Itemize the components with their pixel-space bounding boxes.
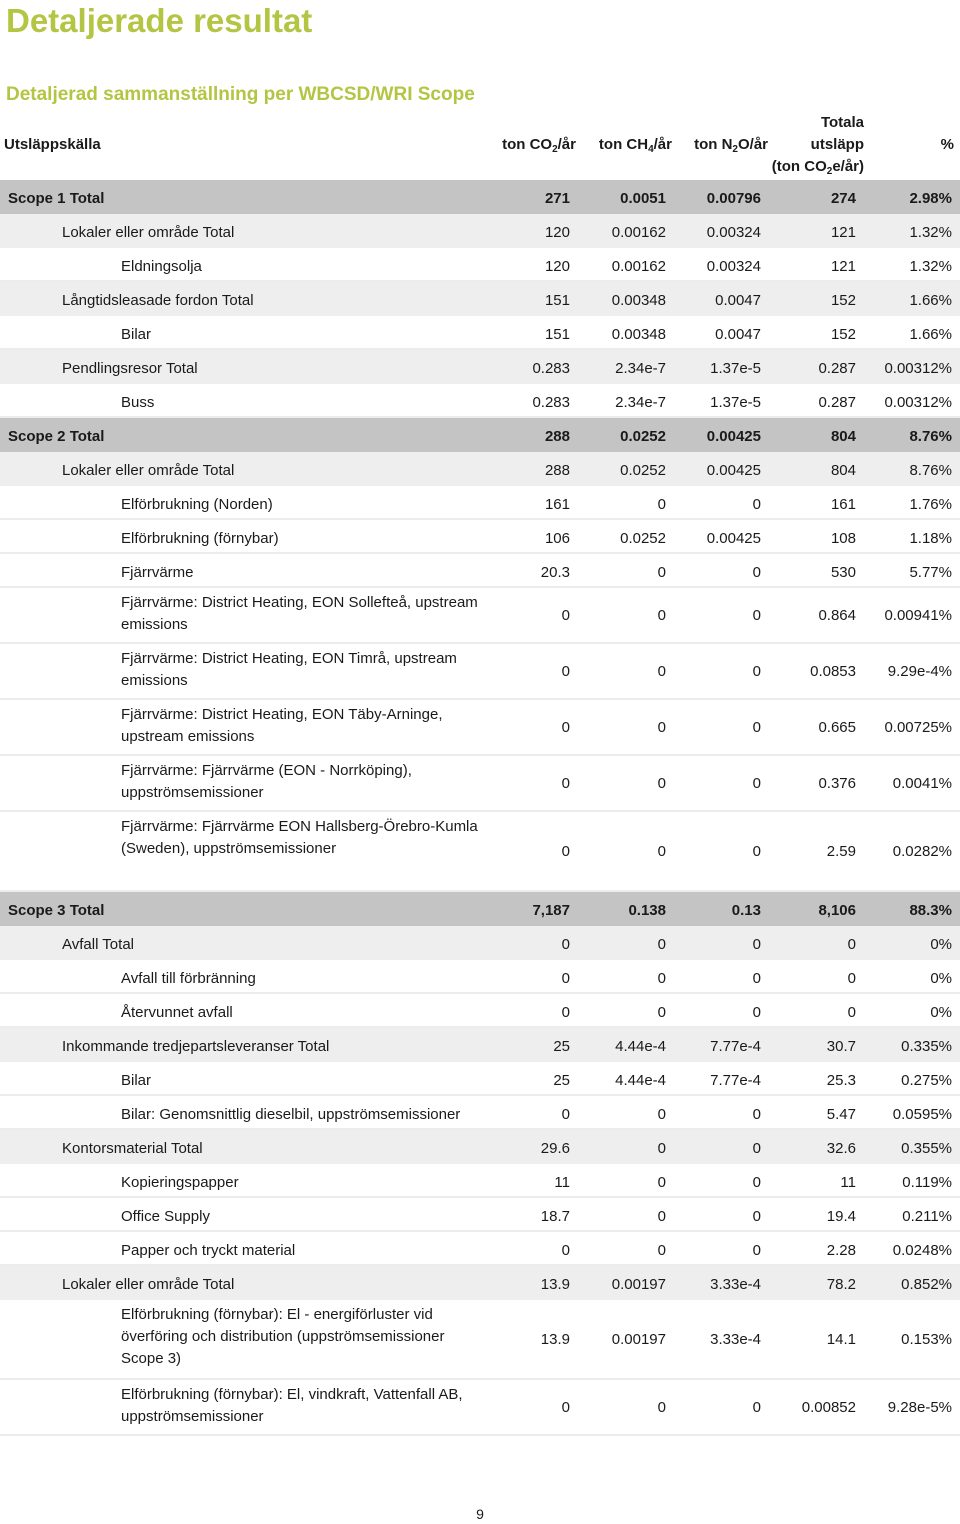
row-label: Fjärrvärme: District Heating, EON Täby-Arninge, upstream emissions — [121, 706, 443, 745]
table-row — [0, 1232, 960, 1266]
subtotal-row — [0, 350, 960, 384]
cell-total: 19.4 — [826, 1208, 856, 1225]
cell-n2o: 0 — [752, 775, 761, 792]
cell-total: 0.0853 — [810, 663, 856, 680]
cell-n2o: 0 — [752, 1106, 761, 1123]
table-row — [0, 520, 960, 554]
cell-n2o: 0.00324 — [706, 224, 761, 241]
cell-ch4: 0 — [657, 843, 666, 860]
cell-ch4: 0 — [657, 1140, 666, 1157]
cell-ch4: 4.44e-4 — [615, 1072, 666, 1089]
cell-ch4: 0 — [657, 564, 666, 581]
table-row — [0, 554, 960, 588]
cell-pct: 0.00941% — [884, 607, 952, 624]
row-label: Lokaler eller område Total — [62, 224, 235, 241]
cell-ch4: 0.00197 — [611, 1276, 666, 1293]
scope-total-row — [0, 892, 960, 926]
subtotal-row — [0, 1266, 960, 1300]
subtotal-row — [0, 452, 960, 486]
cell-ch4: 2.34e-7 — [615, 394, 666, 411]
row-label: Kopieringspapper — [121, 1174, 239, 1191]
cell-ch4: 0.00348 — [611, 326, 666, 343]
cell-co2: 161 — [544, 496, 570, 513]
cell-co2: 0 — [561, 775, 570, 792]
row-label: Elförbrukning (Norden) — [121, 496, 273, 513]
cell-co2: 18.7 — [540, 1208, 570, 1225]
row-label: Fjärrvärme: Fjärrvärme EON Hallsberg-Örebro-Kumla (Sweden), uppströmsemissioner — [121, 818, 478, 857]
row-label: Office Supply — [121, 1208, 210, 1225]
cell-total: 0.864 — [818, 607, 856, 624]
cell-total: 32.6 — [826, 1140, 856, 1157]
table-row — [0, 1164, 960, 1198]
cell-n2o: 0.00796 — [706, 190, 761, 207]
cell-co2: 0 — [561, 1242, 570, 1259]
page-number: 9 — [476, 1506, 484, 1522]
cell-ch4: 0.0252 — [620, 530, 666, 547]
cell-n2o: 0 — [752, 663, 761, 680]
results-table — [0, 180, 960, 1436]
table-row — [0, 1380, 960, 1436]
cell-total: 2.28 — [826, 1242, 856, 1259]
cell-ch4: 0 — [657, 775, 666, 792]
row-label: Scope 1 Total — [8, 190, 105, 207]
cell-total: 0.376 — [818, 775, 856, 792]
cell-ch4: 0.00162 — [611, 224, 666, 241]
cell-pct: 0.275% — [901, 1072, 952, 1089]
cell-ch4: 0 — [657, 496, 666, 513]
cell-pct: 0% — [930, 1004, 952, 1021]
cell-co2: 0 — [561, 1399, 570, 1416]
cell-total: 5.47 — [826, 1106, 856, 1123]
cell-pct: 9.29e-4% — [887, 663, 952, 680]
row-label: Pendlingsresor Total — [62, 360, 198, 377]
cell-pct: 0.0595% — [892, 1106, 952, 1123]
table-row — [0, 486, 960, 520]
cell-n2o: 0.00425 — [706, 462, 761, 479]
cell-total: 0.287 — [818, 360, 856, 377]
cell-n2o: 0 — [752, 1004, 761, 1021]
cell-total: 14.1 — [826, 1331, 856, 1348]
table-row — [0, 1198, 960, 1232]
scope-total-row — [0, 418, 960, 452]
row-label: Buss — [121, 394, 155, 411]
cell-ch4: 0.138 — [628, 902, 666, 919]
cell-co2: 0 — [561, 607, 570, 624]
cell-ch4: 0 — [657, 1004, 666, 1021]
cell-total: 152 — [830, 292, 856, 309]
row-label: Lokaler eller område Total — [62, 1276, 235, 1293]
row-label: Papper och tryckt material — [121, 1242, 296, 1259]
row-label: Avfall Total — [62, 936, 134, 953]
cell-n2o: 1.37e-5 — [710, 360, 761, 377]
cell-co2: 120 — [544, 224, 570, 241]
cell-total: 0.665 — [818, 719, 856, 736]
cell-ch4: 0 — [657, 1106, 666, 1123]
cell-pct: 0.00312% — [884, 394, 952, 411]
table-row — [0, 1096, 960, 1130]
cell-pct: 1.32% — [909, 258, 952, 275]
cell-n2o: 0 — [752, 936, 761, 953]
table-row — [0, 756, 960, 812]
cell-n2o: 0 — [752, 1399, 761, 1416]
cell-pct: 1.18% — [909, 530, 952, 547]
row-label: Lokaler eller område Total — [62, 462, 235, 479]
cell-pct: 2.98% — [909, 190, 952, 207]
cell-pct: 1.76% — [909, 496, 952, 513]
cell-ch4: 4.44e-4 — [615, 1038, 666, 1055]
cell-ch4: 0.00197 — [611, 1331, 666, 1348]
cell-total: 2.59 — [826, 843, 856, 860]
header-total: Totala utsläpp (ton $CO_2e/år$) — [771, 114, 864, 177]
subtotal-row — [0, 926, 960, 960]
cell-co2: 29.6 — [540, 1140, 570, 1157]
table-row — [0, 812, 960, 892]
cell-ch4: 0.0051 — [620, 190, 666, 207]
cell-total: 804 — [830, 428, 856, 445]
cell-total: 8,106 — [818, 902, 856, 919]
cell-total: 0.00852 — [801, 1399, 856, 1416]
cell-pct: 0.852% — [901, 1276, 952, 1293]
cell-total: 108 — [830, 530, 856, 547]
cell-total: 121 — [830, 258, 856, 275]
cell-pct: 0.00725% — [884, 719, 952, 736]
cell-ch4: 0 — [657, 663, 666, 680]
cell-pct: 0.0248% — [892, 1242, 952, 1259]
table-row — [0, 588, 960, 644]
cell-total: 152 — [830, 326, 856, 343]
cell-pct: 0.335% — [901, 1038, 952, 1055]
row-label: Bilar — [121, 326, 152, 343]
cell-co2: 11 — [554, 1174, 570, 1191]
cell-pct: 1.32% — [909, 224, 952, 241]
header-source: Utsläppskälla — [4, 136, 101, 153]
cell-pct: 0.0282% — [892, 843, 952, 860]
row-label: Elförbrukning (förnybar) — [121, 530, 279, 547]
cell-co2: 0.283 — [532, 360, 570, 377]
cell-total: 0.287 — [818, 394, 856, 411]
header-ch4: ton $CH_4/år$ — [598, 136, 672, 155]
cell-pct: 0.119% — [902, 1174, 952, 1191]
cell-total: 78.2 — [826, 1276, 856, 1293]
cell-total: 804 — [830, 462, 856, 479]
table-row — [0, 644, 960, 700]
subtotal-row — [0, 1028, 960, 1062]
subtotal-row — [0, 1130, 960, 1164]
row-label: Bilar — [121, 1072, 152, 1089]
table-row — [0, 960, 960, 994]
cell-n2o: 0 — [752, 607, 761, 624]
table-header — [0, 112, 960, 180]
cell-total: 11 — [840, 1174, 856, 1191]
cell-co2: 288 — [544, 462, 570, 479]
cell-n2o: 0 — [752, 1208, 761, 1225]
cell-pct: 0% — [930, 970, 952, 987]
table-row — [0, 1300, 960, 1380]
section-title: Detaljerad sammanställning per WBCSD/WRI Scope — [6, 84, 475, 105]
table-row — [0, 316, 960, 350]
cell-co2: 106 — [544, 530, 570, 547]
cell-pct: 1.66% — [909, 326, 952, 343]
cell-ch4: 0 — [657, 936, 666, 953]
cell-n2o: 0 — [752, 1174, 761, 1191]
table-row — [0, 248, 960, 282]
cell-n2o: 7.77e-4 — [710, 1038, 761, 1055]
row-label: Fjärrvärme — [121, 564, 194, 581]
cell-co2: 0 — [561, 843, 570, 860]
page-title: Detaljerade resultat — [6, 2, 313, 39]
cell-total: 30.7 — [826, 1038, 856, 1055]
cell-co2: 13.9 — [540, 1331, 570, 1348]
cell-n2o: 1.37e-5 — [710, 394, 761, 411]
cell-pct: 0.355% — [901, 1140, 952, 1157]
cell-co2: 25 — [553, 1038, 570, 1055]
cell-total: 161 — [830, 496, 856, 513]
cell-ch4: 0 — [657, 970, 666, 987]
subtotal-row — [0, 282, 960, 316]
table-row — [0, 700, 960, 756]
cell-n2o: 0 — [752, 496, 761, 513]
cell-co2: 151 — [544, 326, 570, 343]
cell-ch4: 0.0252 — [620, 428, 666, 445]
cell-pct: 1.66% — [909, 292, 952, 309]
cell-co2: 7,187 — [532, 902, 570, 919]
cell-total: 0 — [847, 970, 856, 987]
cell-co2: 0 — [561, 936, 570, 953]
cell-ch4: 0 — [657, 719, 666, 736]
cell-ch4: 0 — [657, 1208, 666, 1225]
header-percent: % — [940, 136, 954, 153]
cell-total: 25.3 — [826, 1072, 856, 1089]
cell-co2: 120 — [544, 258, 570, 275]
cell-co2: 0 — [561, 719, 570, 736]
cell-co2: 13.9 — [540, 1276, 570, 1293]
header-n2o: ton $N_2O/år$ — [694, 136, 768, 155]
cell-co2: 0 — [561, 970, 570, 987]
row-label: Bilar: Genomsnittlig dieselbil, uppströmsemissioner — [121, 1106, 461, 1123]
cell-pct: 5.77% — [909, 564, 952, 581]
table-row — [0, 384, 960, 418]
row-label: Fjärrvärme: District Heating, EON Timrå, upstream emissions — [121, 650, 457, 689]
cell-ch4: 2.34e-7 — [615, 360, 666, 377]
row-label: Fjärrvärme: Fjärrvärme (EON - Norrköping), uppströmsemissioner — [121, 762, 412, 801]
cell-total: 0 — [847, 1004, 856, 1021]
cell-pct: 8.76% — [909, 428, 952, 445]
cell-co2: 271 — [544, 190, 570, 207]
cell-n2o: 0 — [752, 843, 761, 860]
subtotal-row — [0, 214, 960, 248]
cell-co2: 25 — [553, 1072, 570, 1089]
cell-pct: 0% — [930, 936, 952, 953]
cell-n2o: 0.0047 — [715, 292, 761, 309]
cell-total: 0 — [847, 936, 856, 953]
cell-ch4: 0.00348 — [611, 292, 666, 309]
cell-n2o: 3.33e-4 — [710, 1331, 761, 1348]
header-co2: ton $CO_2/år$ — [502, 136, 576, 155]
row-label: Avfall till förbränning — [121, 970, 256, 987]
cell-total: 274 — [830, 190, 856, 207]
table-row — [0, 1062, 960, 1096]
table-row — [0, 994, 960, 1028]
cell-co2: 0 — [561, 1004, 570, 1021]
cell-ch4: 0 — [657, 1399, 666, 1416]
cell-pct: 0.153% — [901, 1331, 952, 1348]
cell-n2o: 0.13 — [731, 902, 761, 919]
cell-total: 121 — [830, 224, 856, 241]
row-label: Inkommande tredjepartsleveranser Total — [62, 1038, 330, 1055]
cell-co2: 0 — [561, 663, 570, 680]
cell-ch4: 0 — [657, 607, 666, 624]
cell-pct: 0.00312% — [884, 360, 952, 377]
row-label: Scope 3 Total — [8, 902, 105, 919]
cell-ch4: 0 — [657, 1174, 666, 1191]
cell-n2o: 3.33e-4 — [710, 1276, 761, 1293]
cell-n2o: 0 — [752, 1140, 761, 1157]
cell-n2o: 0.0047 — [715, 326, 761, 343]
row-label: Fjärrvärme: District Heating, EON Sollefteå, upstream emissions — [121, 594, 478, 633]
cell-pct: 0.0041% — [892, 775, 952, 792]
cell-co2: 288 — [544, 428, 570, 445]
cell-co2: 20.3 — [540, 564, 570, 581]
cell-pct: 9.28e-5% — [887, 1399, 952, 1416]
row-label: Scope 2 Total — [8, 428, 105, 445]
row-label: Långtidsleasade fordon Total — [62, 292, 254, 309]
cell-n2o: 0 — [752, 1242, 761, 1259]
cell-n2o: 0 — [752, 719, 761, 736]
cell-pct: 8.76% — [909, 462, 952, 479]
cell-co2: 0 — [561, 1106, 570, 1123]
cell-pct: 88.3% — [909, 902, 952, 919]
cell-ch4: 0.0252 — [620, 462, 666, 479]
cell-n2o: 0 — [752, 970, 761, 987]
cell-n2o: 7.77e-4 — [710, 1072, 761, 1089]
cell-n2o: 0.00425 — [706, 530, 761, 547]
cell-co2: 151 — [544, 292, 570, 309]
cell-ch4: 0.00162 — [611, 258, 666, 275]
cell-total: 530 — [830, 564, 856, 581]
cell-n2o: 0.00324 — [706, 258, 761, 275]
scope-total-row — [0, 180, 960, 214]
row-label: Elförbrukning (förnybar): El, vindkraft, Vattenfall AB, uppströmsemissioner — [121, 1386, 463, 1425]
cell-n2o: 0.00425 — [706, 428, 761, 445]
row-label: Kontorsmaterial Total — [62, 1140, 203, 1157]
row-label: Eldningsolja — [121, 258, 202, 275]
cell-pct: 0.211% — [902, 1208, 952, 1225]
row-label: Återvunnet avfall — [121, 1004, 233, 1021]
cell-co2: 0.283 — [532, 394, 570, 411]
cell-n2o: 0 — [752, 564, 761, 581]
cell-ch4: 0 — [657, 1242, 666, 1259]
row-label: Elförbrukning (förnybar): El - energiförluster vid överföring och distribution (uppströmsemissioner Scope 3) — [121, 1306, 445, 1367]
